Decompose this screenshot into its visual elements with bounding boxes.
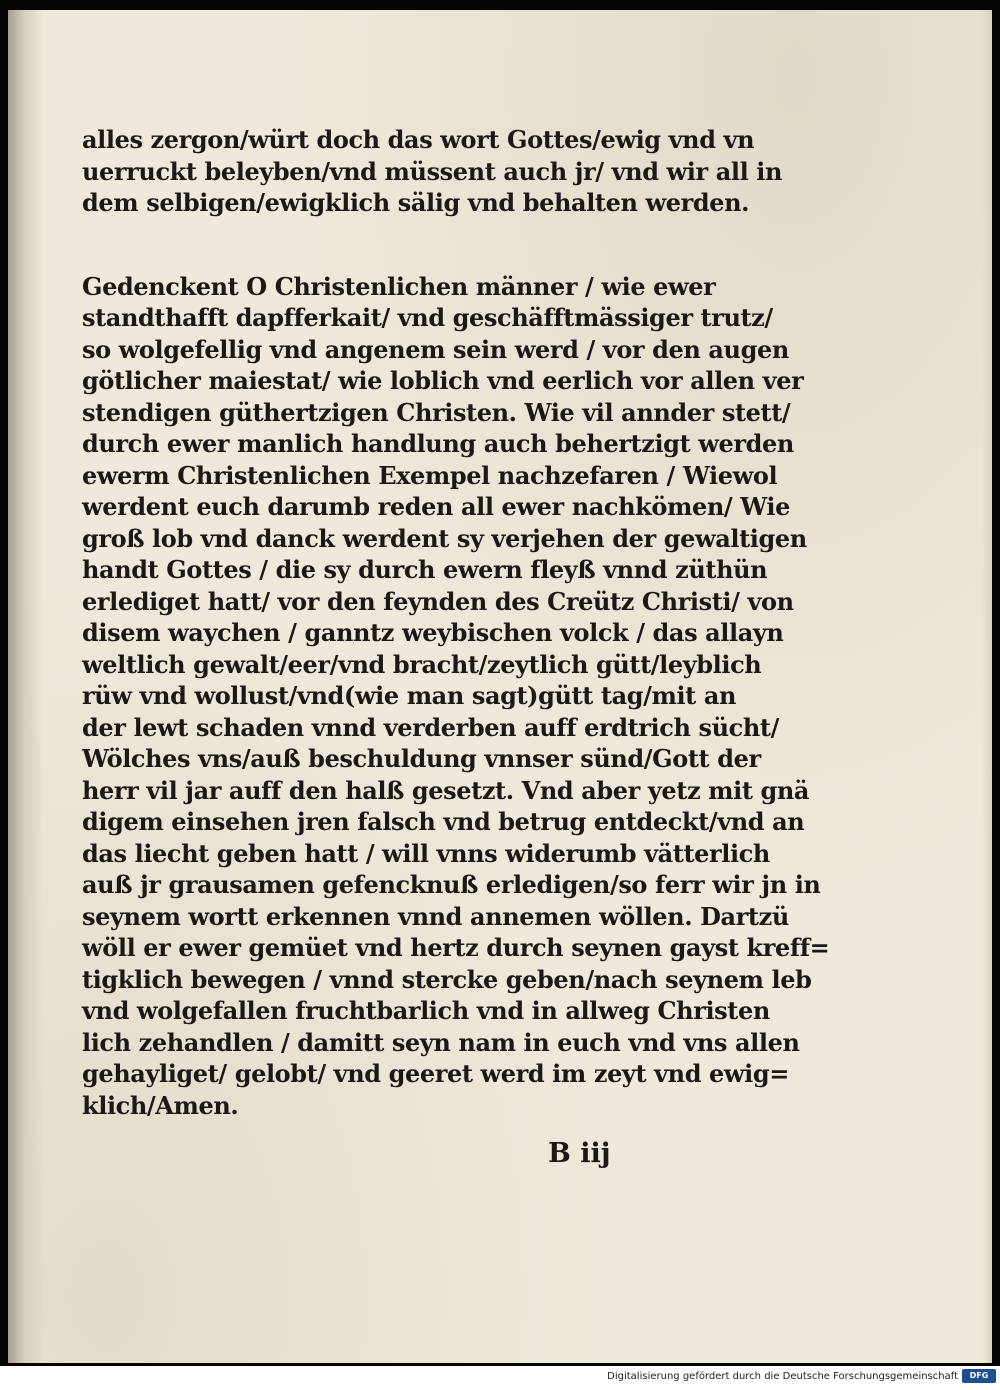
signature-mark: B iij	[548, 1138, 611, 1169]
text-line: vnd wolgefallen fruchtbarlich vnd in allweg Christen	[82, 996, 770, 1025]
text-line: Wölches vns/auß beschuldung vnnser sünd/Gott der	[82, 744, 761, 773]
page-edge	[982, 10, 992, 1363]
text-line: groß lob vnd danck werdent sy verjehen der gewaltigen	[82, 523, 807, 553]
text-line: Gedenckent O Christenlichen männer / wie ewer	[82, 271, 716, 301]
paragraph	[82, 124, 783, 219]
text-line: werdent euch darumb reden all ewer nachkömen/ Wie	[82, 492, 790, 521]
text-line: standthafft dapfferkait/ vnd geschäfftmässiger trutz/	[82, 303, 773, 332]
text-line: digem einsehen jren falsch vnd betrug entdeckt/vnd an	[82, 807, 805, 836]
text-line: götlicher maiestat/ wie loblich vnd eerlich vor allen ver	[82, 366, 804, 395]
text-line: durch ewer manlich handlung auch behertzigt werden	[82, 429, 794, 458]
paragraph-gap	[82, 219, 742, 271]
text-line: gehayliget/ gelobt/ vnd geeret werd im zeyt vnd ewig=	[82, 1059, 789, 1088]
text-line: wöll er ewer gemüet vnd hertz durch seynen gayst kreff=	[82, 933, 830, 962]
text-line: handt Gottes / die sy durch ewern fleyß vnnd züthün	[82, 555, 768, 584]
text-line: das liecht geben hatt / will vnns widerumb vätterlich	[82, 838, 770, 868]
text-line: lich zehandlen / damitt seyn nam in euch vnd vns allen	[82, 1027, 800, 1057]
body-text	[82, 124, 830, 1121]
text-line: stendigen güthertzigen Christen. Wie vil annder stett/	[82, 397, 791, 427]
text-line: uerruckt beleyben/vnd müssent auch jr/ vnd wir all in	[82, 156, 783, 186]
text-line: der lewt schaden vnnd verderben auff erdtrich sücht/	[82, 712, 779, 742]
paragraph	[82, 271, 830, 1122]
text-line: erlediget hatt/ vor den feynden des Creütz Christi/ von	[82, 586, 794, 616]
text-line: dem selbigen/ewigklich sälig vnd behalten werden.	[82, 188, 750, 217]
text-line: alles zergon/würt doch das wort Gottes/ewig vnd vn	[82, 125, 755, 154]
scanned-page	[8, 10, 992, 1363]
digitization-credit: Digitalisierung gefördert durch die Deutsche Forschungsgemeinschaft	[607, 1371, 958, 1382]
dfg-logo: DFG	[962, 1369, 996, 1383]
page-gutter-shadow	[8, 10, 44, 1363]
text-line: tigklich bewegen / vnnd stercke geben/nach seynem leb	[82, 964, 812, 994]
text-line: auß jr grausamen gefencknuß erledigen/so ferr wir jn in	[82, 870, 821, 899]
text-line: so wolgefellig vnd angenem sein werd / vor den augen	[82, 334, 789, 364]
text-line: disem waychen / ganntz weybischen volck / das allayn	[82, 618, 784, 647]
text-line: herr vil jar auff den halß gesetzt. Vnd aber yetz mit gnä	[82, 775, 810, 805]
text-line: rüw vnd wollust/vnd(wie man sagt)gütt tag/mit an	[82, 681, 737, 710]
text-line: klich/Amen.	[82, 1090, 239, 1120]
text-line: weltlich gewalt/eer/vnd bracht/zeytlich gütt/leyblich	[82, 649, 762, 679]
text-line: seynem wortt erkennen vnnd annemen wöllen. Dartzü	[82, 901, 789, 931]
text-line: ewerm Christenlichen Exempel nachzefaren / Wiewol	[82, 460, 778, 490]
